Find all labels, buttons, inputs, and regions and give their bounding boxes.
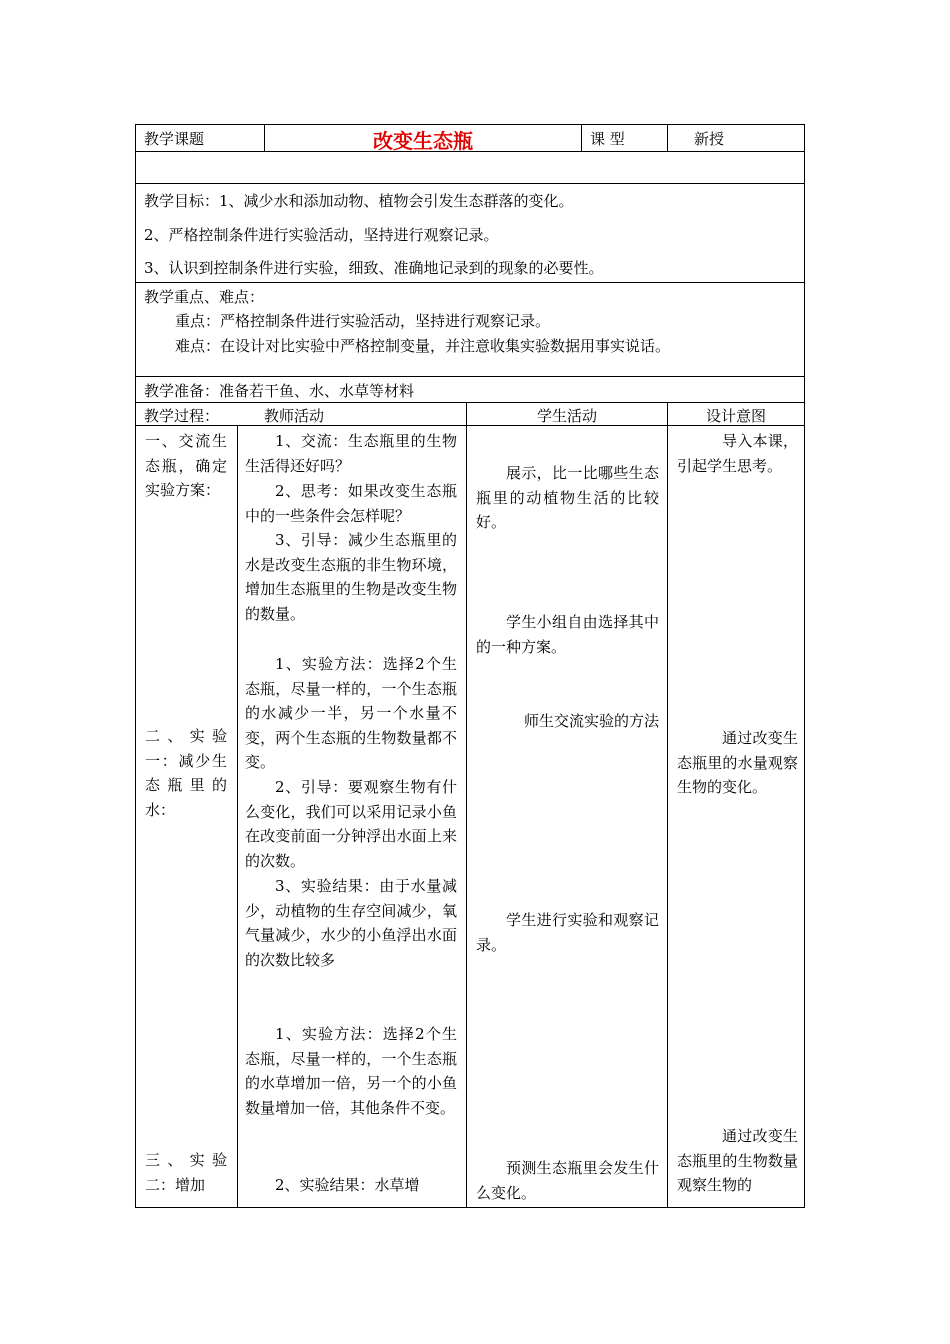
stage-3: 三、实验二：增加 — [145, 1151, 227, 1194]
teacher-item-2: 2、思考：如果改变生态瓶中的一些条件会怎样呢？ — [245, 482, 457, 525]
type-value: 新授 — [667, 125, 804, 151]
key-point: 重点：严格控制条件进行实验活动，坚持进行观察记录。 — [175, 312, 551, 330]
key-points-row — [135, 282, 805, 376]
header-row — [135, 124, 805, 151]
intent-item-3: 通过改变生态瓶里的生物数量观察生物的 — [677, 1127, 798, 1195]
teacher-item-3: 3、引导：减少生态瓶里的水是改变生态瓶的非生物环境，增加生态瓶里的生物是改变生物的数量。 — [245, 531, 457, 623]
teacher-item-4: 1、实验方法：选择2个生态瓶，尽量一样的，一个生态瓶的水减少一半，另一个水量不变，两个生态瓶的生物数量都不变。 — [245, 655, 457, 772]
student-item-2: 学生小组自由选择其中的一种方案。 — [476, 613, 659, 656]
stage-1: 一、交流生态瓶，确定实验方案： — [145, 432, 227, 500]
col-student: 学生活动 — [466, 403, 667, 425]
preparation-text: 教学准备：准备若干鱼、水、水草等材料 — [144, 382, 415, 400]
student-item-3: 师生交流实验的方法 — [524, 712, 660, 730]
student-item-1: 展示，比一比哪些生态瓶里的动植物生活的比较好。 — [476, 464, 659, 532]
process-body-row — [135, 425, 805, 1208]
col-process: 教学过程： — [144, 407, 220, 425]
teacher-item-8: 2、实验结果：水草增 — [275, 1176, 420, 1194]
lesson-title-cell — [264, 125, 581, 151]
objective-1: 教学目标：1、减少水和添加动物、植物会引发生态群落的变化。 — [144, 192, 574, 210]
lesson-plan-table — [135, 124, 805, 1208]
type-label: 课 型 — [581, 125, 667, 151]
lesson-title: 改变生态瓶 — [373, 129, 473, 153]
intent-column — [667, 426, 804, 1207]
intent-item-1: 导入本课，引起学生思考。 — [677, 432, 798, 475]
teacher-item-7: 1、实验方法：选择2个生态瓶，尽量一样的，一个生态瓶的水草增加一倍，另一个的小鱼数量增加一倍，其他条件不变。 — [245, 1025, 457, 1117]
col-intent: 设计意图 — [667, 403, 804, 425]
student-column — [466, 426, 667, 1207]
objective-3: 3、认识到控制条件进行实验，细致、准确地记录到的现象的必要性。 — [144, 259, 604, 277]
stage-column — [136, 426, 237, 1207]
column-header-row — [135, 402, 805, 425]
student-item-4: 学生进行实验和观察记录。 — [476, 911, 659, 954]
difficult-point: 难点：在设计对比实验中严格控制变量，并注意收集实验数据用事实说话。 — [175, 337, 671, 355]
objective-2: 2、严格控制条件进行实验活动，坚持进行观察记录。 — [144, 226, 499, 244]
col-teacher: 教师活动 — [264, 407, 325, 425]
stage-2: 二、实验一：减少生态瓶里的水： — [145, 727, 227, 819]
objectives-row — [135, 183, 805, 282]
key-points-label: 教学重点、难点： — [144, 288, 265, 306]
student-item-5: 预测生态瓶里会发生什么变化。 — [476, 1159, 659, 1202]
blank-row — [135, 151, 805, 183]
teacher-item-1: 1、交流：生态瓶里的生物生活得还好吗？ — [245, 432, 457, 475]
intent-item-2: 通过改变生态瓶里的水量观察生物的变化。 — [677, 729, 798, 797]
teacher-item-6: 3、实验结果：由于水量减少，动植物的生存空间减少，氧气量减少，水少的小鱼浮出水面的次数比较多 — [245, 877, 457, 969]
teacher-column — [237, 426, 466, 1207]
topic-label: 教学课题 — [144, 130, 205, 148]
teacher-item-5: 2、引导：要观察生物有什么变化，我们可以采用记录小鱼在改变前面一分钟浮出水面上来的次数。 — [245, 778, 457, 870]
preparation-row — [135, 376, 805, 402]
